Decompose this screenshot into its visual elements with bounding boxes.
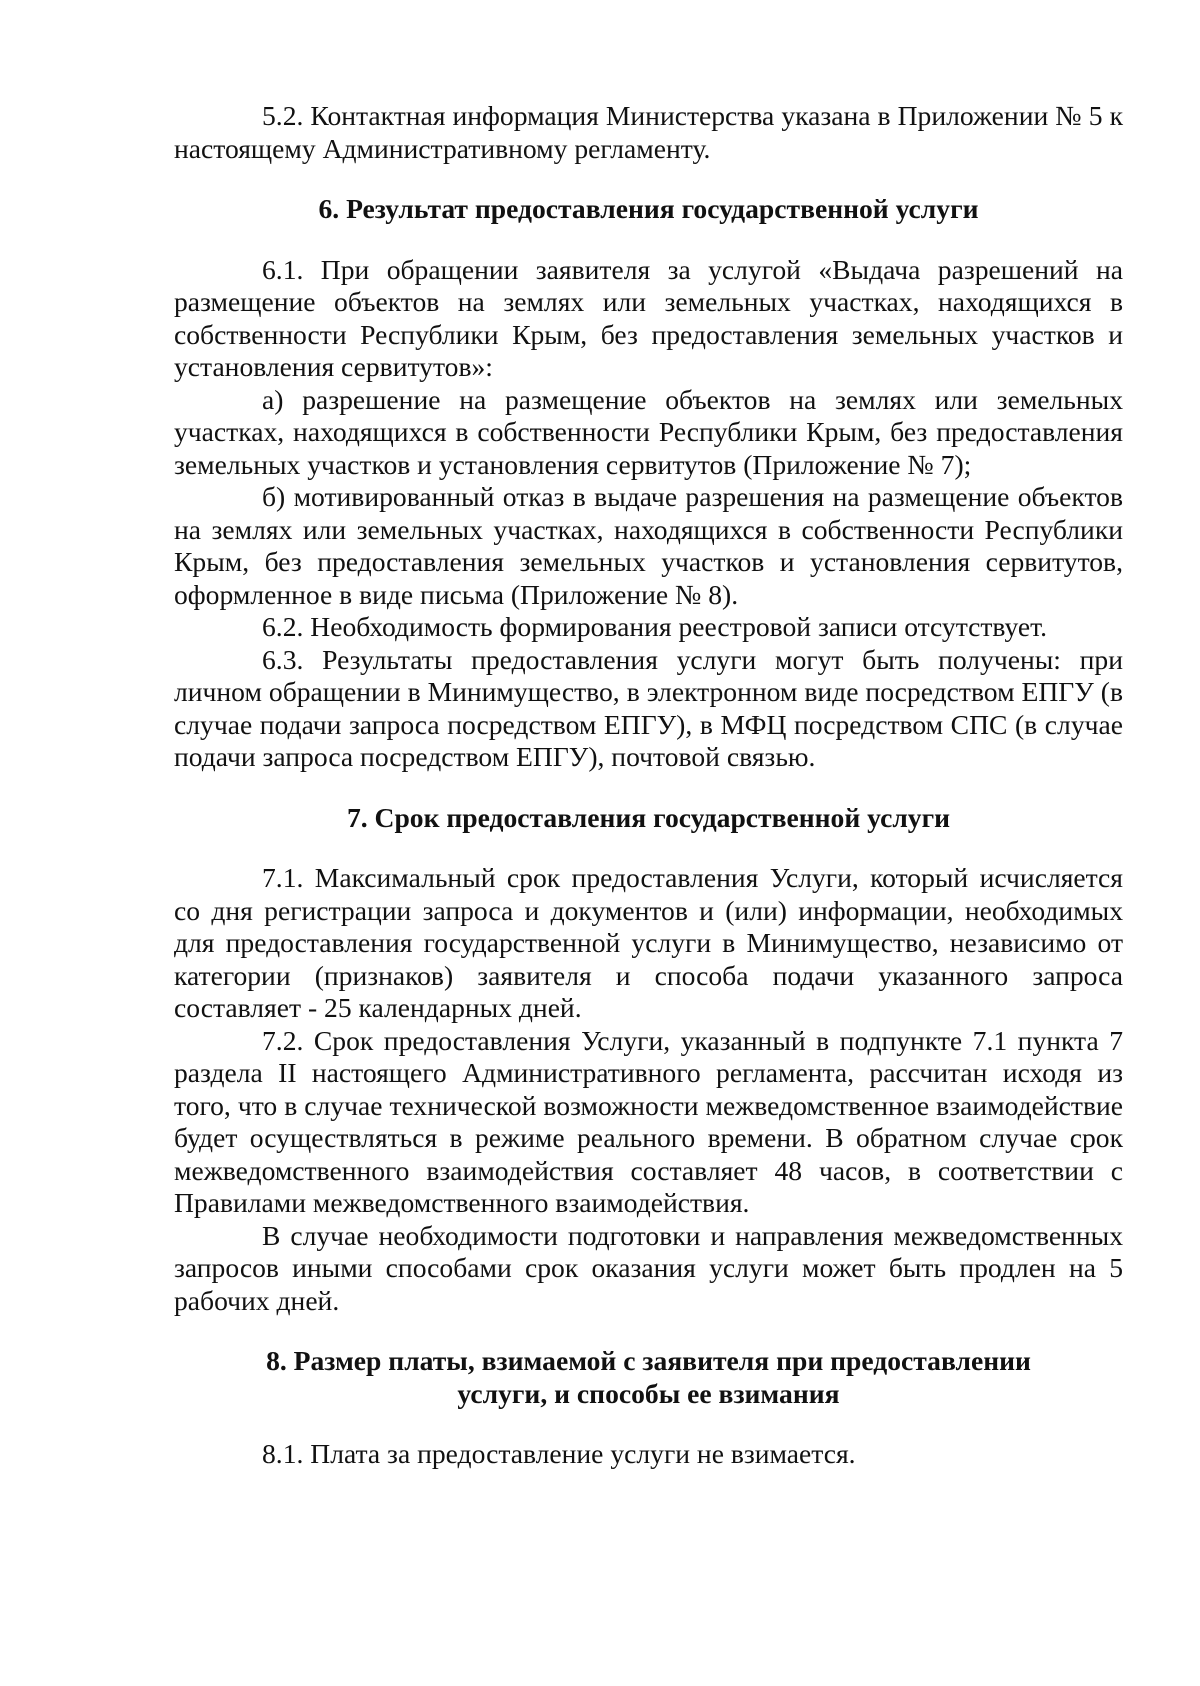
paragraph-7-2: 7.2. Срок предоставления Услуги, указанный в подпункте 7.1 пункта 7 раздела II настоящего Административного регламента, рассчитан исходя из того, что в случае технической возможности межведомственное взаимодействие будет осуществляться в режиме реального времени. В обратном случае срок межведомственного взаимодействия составляет 48 часов, в соответствии с Правилами межведомственного взаимодействия. xyxy=(174,1024,1123,1218)
heading-section-7: 7. Срок предоставления государственной услуги xyxy=(346,801,951,833)
paragraph-6-1-b: б) мотивированный отказ в выдаче разрешения на размещение объектов на землях или земельных участках, находящихся в собственности Республики Крым, без предоставления земельных участков и установления сервитутов, оформленное в виде письма (Приложение № 8). xyxy=(174,481,1123,610)
document-page xyxy=(174,100,1123,1471)
paragraph-6-2: 6.2. Необходимость формирования реестровой записи отсутствует. xyxy=(262,611,1048,642)
heading-section-8-line-2: услуги, и способы ее взимания xyxy=(457,1377,840,1409)
heading-section-8-line-1: 8. Размер платы, взимаемой с заявителя при предоставлении xyxy=(266,1345,1031,1376)
paragraph-6-1: 6.1. При обращении заявителя за услугой «Выдача разрешений на размещение объектов на землях или земельных участках, находящихся в собственности Республики Крым, без предоставления земельных участков и установления сервитутов»: xyxy=(174,253,1123,382)
paragraph-8-1: 8.1. Плата за предоставление услуги не взимается. xyxy=(262,1438,856,1469)
paragraph-6-1-a: а) разрешение на размещение объектов на землях или земельных участках, находящихся в собственности Республики Крым, без предоставления земельных участков и установления сервитутов (Приложение № 7); xyxy=(174,383,1123,480)
heading-section-6: 6. Результат предоставления государственной услуги xyxy=(318,193,979,224)
paragraph-6-3: 6.3. Результаты предоставления услуги могут быть получены: при личном обращении в Минимущество, в электронном виде посредством ЕПГУ (в случае подачи запроса посредством ЕПГУ), в МФЦ посредством СПС (в случае подачи запроса посредством ЕПГУ), почтовой связью. xyxy=(174,643,1123,772)
paragraph-5-2: 5.2. Контактная информация Министерства указана в Приложении № 5 к настоящему Административному регламенту. xyxy=(174,100,1123,164)
paragraph-7-1: 7.1. Максимальный срок предоставления Услуги, который исчисляется со дня регистрации запроса и документов и (или) информации, необходимых для предоставления государственной услуги в Минимущество, независимо от категории (признаков) заявителя и способа подачи указанного запроса составляет - 25 календарных дней. xyxy=(174,862,1123,1023)
paragraph-7-2-extension: В случае необходимости подготовки и направления межведомственных запросов иными способами срок оказания услуги может быть продлен на 5 рабочих дней. xyxy=(174,1219,1123,1316)
